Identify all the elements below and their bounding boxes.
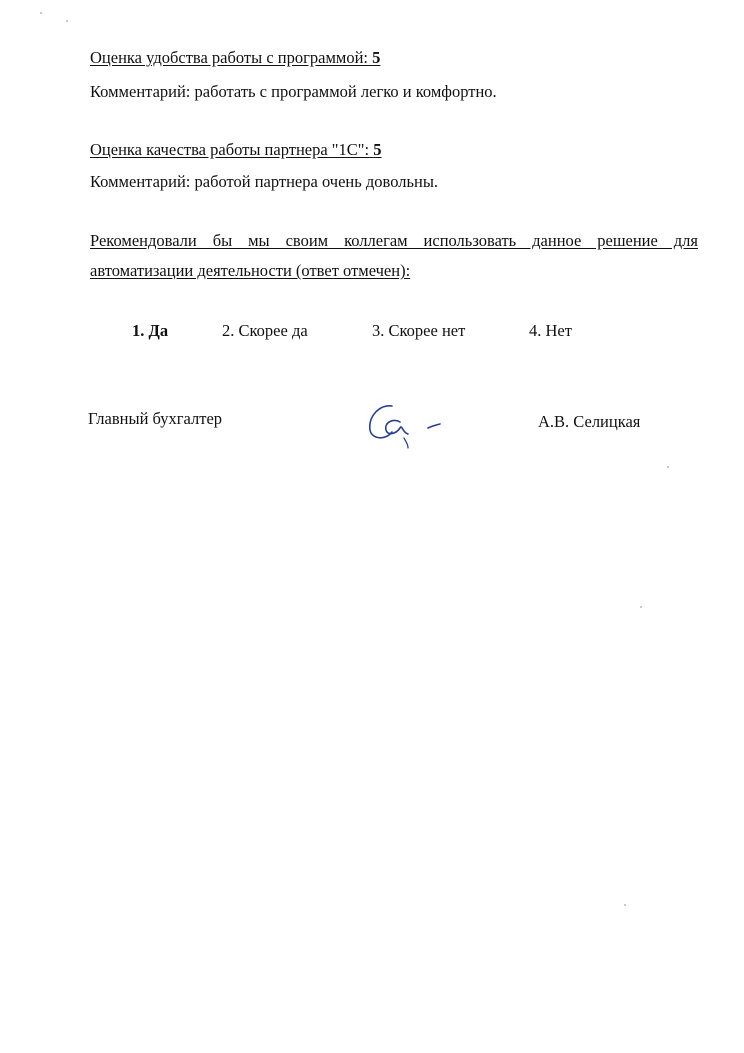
scan-speck xyxy=(40,12,42,14)
recommend-question-line1: Рекомендовали бы мы своим коллегам использовать данное решение для xyxy=(90,231,698,250)
partner-label: Оценка качества работы партнера "1С": xyxy=(90,140,370,159)
usability-label: Оценка удобства работы с программой: xyxy=(90,48,369,67)
partner-score: 5 xyxy=(373,140,382,159)
signatory-position: Главный бухгалтер xyxy=(88,409,223,428)
partner-rating xyxy=(90,140,382,160)
scan-speck xyxy=(66,20,68,22)
scan-speck xyxy=(640,606,642,608)
handwritten-signature xyxy=(362,392,452,452)
partner-comment: Комментарий: работой партнера очень довольны. xyxy=(90,172,439,191)
usability-score: 5 xyxy=(372,48,381,67)
usability-comment: Комментарий: работать с программой легко и комфортно. xyxy=(90,82,497,101)
option-yes: 1. Да xyxy=(132,321,169,340)
usability-rating xyxy=(90,48,380,68)
scan-speck xyxy=(667,466,669,468)
recommend-question-line2: автоматизации деятельности (ответ отмечен): xyxy=(90,261,411,280)
signatory-name: А.В. Селицкая xyxy=(538,412,641,431)
option-rather-yes: 2. Скорее да xyxy=(222,321,308,340)
option-rather-no: 3. Скорее нет xyxy=(372,321,466,340)
option-no: 4. Нет xyxy=(529,321,572,340)
scan-speck xyxy=(624,904,626,906)
